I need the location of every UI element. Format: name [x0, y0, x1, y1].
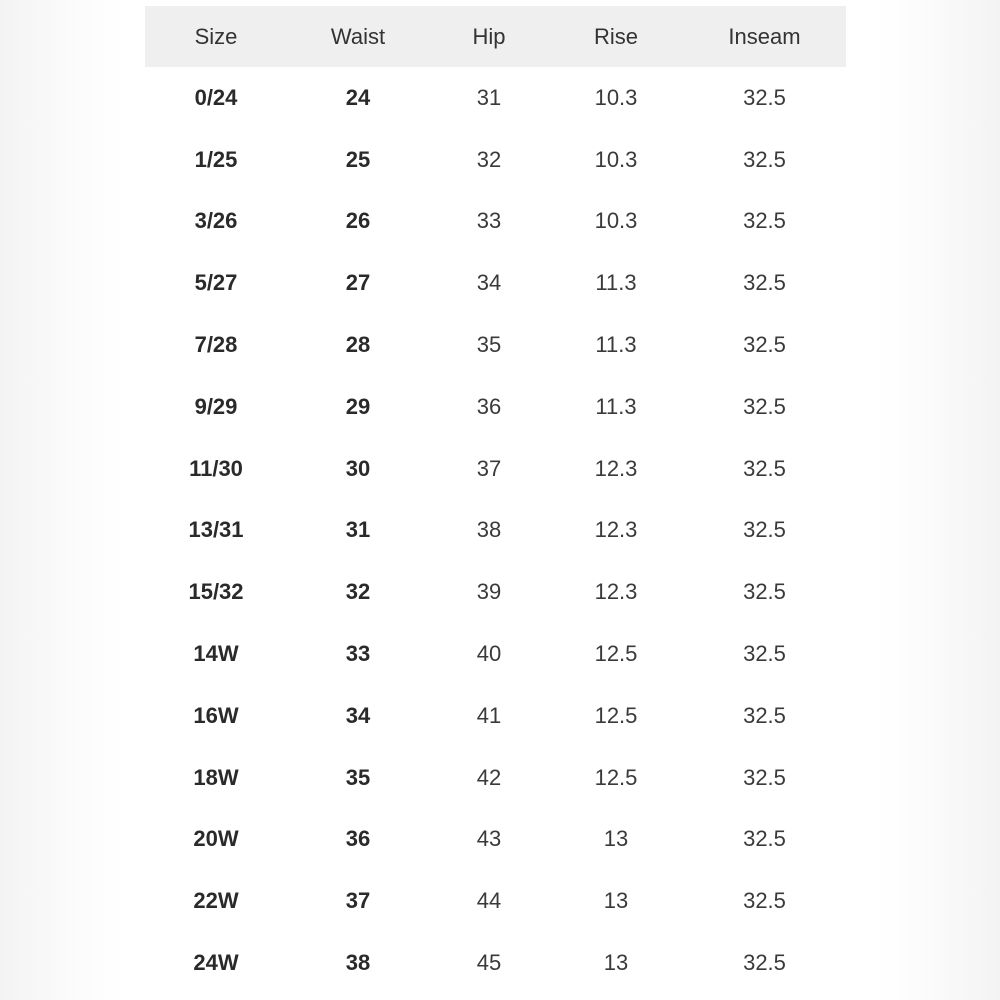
table-row [145, 191, 846, 253]
size-chart [145, 6, 846, 996]
rise-cell: 12.3 [594, 517, 638, 543]
waist-cell: 25 [345, 146, 371, 172]
waist-cell: 28 [345, 332, 371, 358]
table-row [145, 129, 846, 191]
inseam-cell: 32.5 [743, 517, 786, 543]
size-cell: 11/30 [189, 455, 243, 481]
header-size: Size [194, 23, 238, 49]
hip-cell: 43 [476, 826, 502, 852]
waist-cell: 27 [345, 270, 371, 296]
table-row [145, 623, 846, 685]
hip-cell: 44 [476, 888, 502, 914]
inseam-cell: 32.5 [743, 84, 786, 110]
size-chart-table [145, 6, 846, 994]
rise-cell: 11.3 [595, 393, 637, 419]
size-cell: 20W [193, 826, 239, 852]
size-cell: 7/28 [194, 332, 238, 358]
waist-cell: 37 [345, 888, 371, 914]
hip-cell: 39 [476, 579, 502, 605]
header-row [145, 6, 846, 67]
rise-cell: 12.3 [594, 455, 638, 481]
rise-cell: 12.5 [594, 764, 638, 790]
rise-cell: 13 [603, 826, 629, 852]
inseam-cell: 32.5 [743, 146, 786, 172]
table-row [145, 747, 846, 809]
waist-cell: 24 [345, 84, 371, 110]
table-row [145, 252, 846, 314]
size-cell: 18W [193, 764, 239, 790]
inseam-cell: 32.5 [743, 579, 786, 605]
size-cell: 15/32 [188, 579, 244, 605]
rise-cell: 12.5 [594, 641, 638, 667]
size-cell: 0/24 [194, 84, 238, 110]
table-row [145, 932, 846, 994]
hip-cell: 40 [476, 641, 502, 667]
header-rise: Rise [593, 23, 638, 49]
hip-cell: 34 [476, 270, 502, 296]
waist-cell: 32 [345, 579, 371, 605]
waist-cell: 36 [345, 826, 371, 852]
header-inseam: Inseam [728, 23, 801, 49]
rise-cell: 12.3 [594, 579, 638, 605]
rise-cell: 10.3 [594, 84, 638, 110]
inseam-cell: 32.5 [743, 702, 786, 728]
inseam-cell: 32.5 [743, 455, 786, 481]
rise-cell: 11.3 [595, 332, 637, 358]
rise-cell: 13 [603, 888, 629, 914]
inseam-cell: 32.5 [743, 641, 786, 667]
waist-cell: 31 [345, 517, 371, 543]
table-row [145, 809, 846, 871]
table-row [145, 561, 846, 623]
size-cell: 22W [193, 888, 239, 914]
table-row [145, 376, 846, 438]
hip-cell: 31 [476, 84, 502, 110]
rise-cell: 12.5 [594, 702, 638, 728]
hip-cell: 37 [476, 455, 502, 481]
table-row [145, 870, 846, 932]
inseam-cell: 32.5 [743, 332, 786, 358]
size-chart-body [145, 67, 846, 994]
waist-cell: 29 [345, 393, 371, 419]
rise-cell: 13 [603, 950, 629, 976]
size-cell: 9/29 [194, 393, 238, 419]
size-cell: 1/25 [194, 146, 238, 172]
inseam-cell: 32.5 [743, 208, 786, 234]
hip-cell: 35 [476, 332, 502, 358]
size-cell: 5/27 [194, 270, 238, 296]
hip-cell: 42 [476, 764, 502, 790]
size-cell: 16W [193, 702, 239, 728]
rise-cell: 10.3 [594, 208, 638, 234]
size-cell: 14W [193, 641, 239, 667]
size-cell: 3/26 [194, 208, 238, 234]
inseam-cell: 32.5 [743, 764, 786, 790]
inseam-cell: 32.5 [743, 270, 786, 296]
inseam-cell: 32.5 [743, 950, 786, 976]
inseam-cell: 32.5 [743, 888, 786, 914]
table-row [145, 314, 846, 376]
waist-cell: 38 [345, 950, 371, 976]
hip-cell: 38 [476, 517, 502, 543]
rise-cell: 11.3 [595, 270, 637, 296]
hip-cell: 36 [476, 393, 502, 419]
inseam-cell: 32.5 [743, 826, 786, 852]
waist-cell: 34 [345, 702, 371, 728]
table-row [145, 685, 846, 747]
size-cell: 13/31 [188, 517, 244, 543]
table-row [145, 500, 846, 562]
hip-cell: 41 [476, 702, 502, 728]
hip-cell: 33 [476, 208, 502, 234]
inseam-cell: 32.5 [743, 393, 786, 419]
rise-cell: 10.3 [594, 146, 638, 172]
header-waist: Waist [330, 23, 386, 49]
waist-cell: 33 [345, 641, 371, 667]
waist-cell: 26 [345, 208, 371, 234]
header-hip: Hip [472, 23, 506, 49]
hip-cell: 32 [476, 146, 502, 172]
waist-cell: 35 [345, 764, 371, 790]
size-cell: 24W [193, 950, 239, 976]
waist-cell: 30 [345, 455, 371, 481]
table-row [145, 67, 846, 129]
table-row [145, 438, 846, 500]
hip-cell: 45 [476, 950, 502, 976]
